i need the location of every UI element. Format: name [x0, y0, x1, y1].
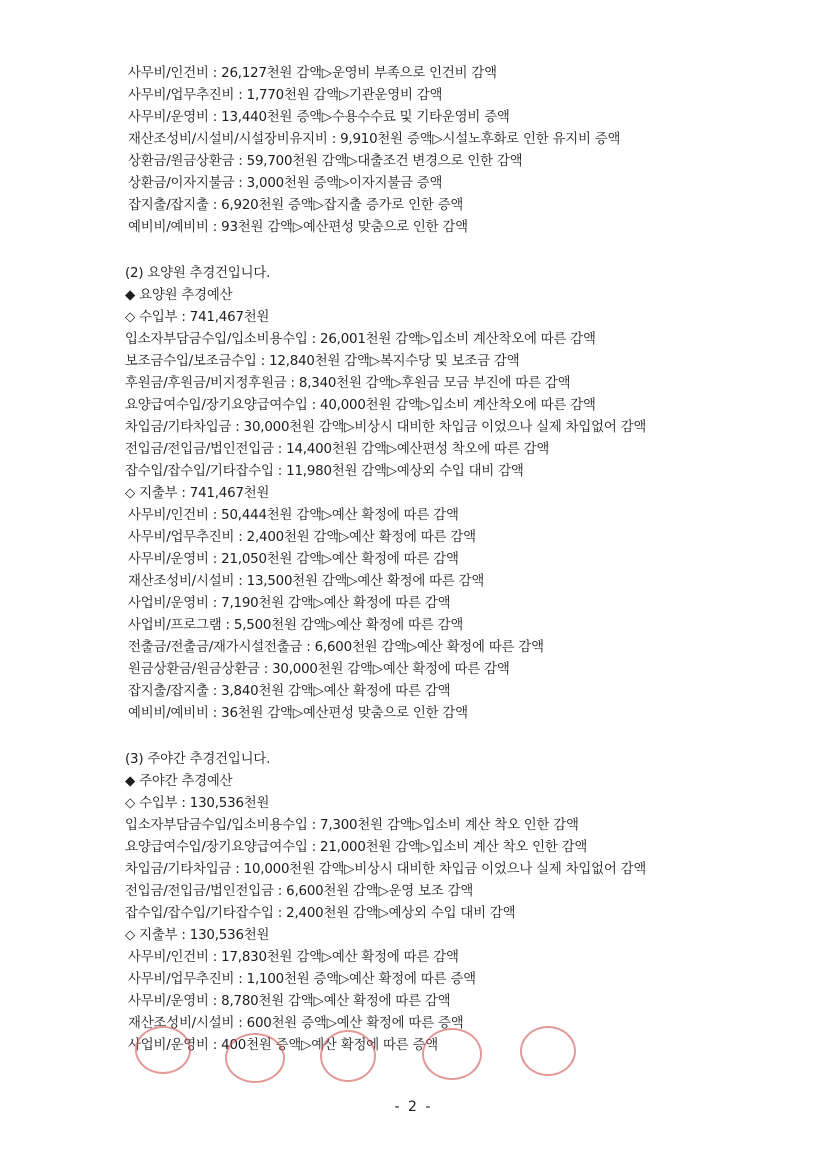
- text-line: 입소자부담금수입/입소비용수입 : 7,300천원 감액▷입소비 계산 착오 인한 감액: [125, 818, 579, 833]
- text-line: 입소자부담금수입/입소비용수입 : 26,001천원 감액▷입소비 계산착오에 따른 감액: [125, 332, 596, 347]
- text-line: (3) 주야간 추경건입니다.: [125, 752, 271, 767]
- page-number: - 2 -: [394, 1099, 433, 1115]
- text-line: 사무비/운영비 : 21,050천원 감액▷예산 확정에 따른 감액: [128, 552, 459, 567]
- text-line: ◆ 주야간 추경예산: [125, 774, 233, 789]
- text-line: 사무비/운영비 : 8,780천원 감액▷예산 확정에 따른 감액: [128, 994, 451, 1009]
- text-line: ◇ 수입부 : 741,467천원: [125, 310, 270, 325]
- text-line: 후원금/후원금/비지정후원금 : 8,340천원 감액▷후원금 모금 부진에 따른 감액: [125, 376, 571, 391]
- text-line: 전입금/전입금/법인전입금 : 14,400천원 감액▷예산편성 착오에 따른 감액: [125, 442, 550, 457]
- text-line: 차입금/기타차입금 : 30,000천원 감액▷비상시 대비한 차입금 이었으나 실제 차입없어 감액: [125, 420, 647, 435]
- text-line: 보조금수입/보조금수입 : 12,840천원 감액▷복지수당 및 보조금 감액: [125, 354, 520, 369]
- text-line: 사무비/업무추진비 : 1,770천원 감액▷기관운영비 감액: [128, 88, 443, 103]
- text-line: (2) 요양원 추경건입니다.: [125, 266, 271, 281]
- text-line: 사무비/운영비 : 13,440천원 증액▷수용수수료 및 기타운영비 증액: [128, 110, 510, 125]
- text-line: 차입금/기타차입금 : 10,000천원 감액▷비상시 대비한 차입금 이었으나 실제 차입없어 감액: [125, 862, 647, 877]
- text-line: 사업비/운영비 : 7,190천원 감액▷예산 확정에 따른 감액: [128, 596, 451, 611]
- text-line: 사업비/프로그램 : 5,500천원 감액▷예산 확정에 따른 감액: [128, 618, 464, 633]
- text-line: 사무비/인건비 : 17,830천원 감액▷예산 확정에 따른 감액: [128, 950, 459, 965]
- text-line: 사무비/인건비 : 26,127천원 감액▷운영비 부족으로 인건비 감액: [128, 66, 497, 81]
- text-line: 요양급여수입/장기요양급여수입 : 40,000천원 감액▷입소비 계산착오에 따른 감액: [125, 398, 596, 413]
- text-line: 사업비/운영비 : 400천원 증액▷예산 확정에 따른 증액: [128, 1038, 438, 1053]
- text-line: 잡수입/잡수입/기타잡수입 : 2,400천원 감액▷예상외 수입 대비 감액: [125, 906, 516, 921]
- text-line: 전입금/전입금/법인전입금 : 6,600천원 감액▷운영 보조 감액: [125, 884, 474, 899]
- text-line: ◆ 요양원 추경예산: [125, 288, 233, 303]
- text-line: ◇ 지출부 : 741,467천원: [125, 486, 270, 501]
- text-line: 예비비/예비비 : 93천원 감액▷예산편성 맞춤으로 인한 감액: [128, 220, 468, 235]
- text-line: 사무비/업무추진비 : 2,400천원 감액▷예산 확정에 따른 감액: [128, 530, 476, 545]
- text-line: 상환금/원금상환금 : 59,700천원 감액▷대출조건 변경으로 인한 감액: [128, 154, 523, 169]
- text-line: 잡지출/잡지출 : 6,920천원 증액▷잡지출 증가로 인한 증액: [128, 198, 464, 213]
- text-line: 원금상환금/원금상환금 : 30,000천원 감액▷예산 확정에 따른 감액: [128, 662, 510, 677]
- text-line: 예비비/예비비 : 36천원 감액▷예산편성 맞춤으로 인한 감액: [128, 706, 468, 721]
- paragraph-gap: [0, 239, 827, 263]
- paragraph-gap: [0, 725, 827, 749]
- text-line: 재산조성비/시설비/시설장비유지비 : 9,910천원 증액▷시설노후화로 인한 유지비 증액: [128, 132, 621, 147]
- text-line: 사무비/업무추진비 : 1,100천원 증액▷예산 확정에 따른 증액: [128, 972, 476, 987]
- text-line: 요양급여수입/장기요양급여수입 : 21,000천원 감액▷입소비 계산 착오 인한 감액: [125, 840, 588, 855]
- text-line: 재산조성비/시설비 : 600천원 증액▷예산 확정에 따른 증액: [128, 1016, 464, 1031]
- text-line: 재산조성비/시설비 : 13,500천원 감액▷예산 확정에 따른 감액: [128, 574, 485, 589]
- text-line: ◇ 지출부 : 130,536천원: [125, 928, 270, 943]
- document-body: [0, 63, 827, 1057]
- text-line: 잡수입/잡수입/기타잡수입 : 11,980천원 감액▷예상외 수입 대비 감액: [125, 464, 524, 479]
- text-line: 잡지출/잡지출 : 3,840천원 감액▷예산 확정에 따른 감액: [128, 684, 451, 699]
- text-line: 사무비/인건비 : 50,444천원 감액▷예산 확정에 따른 감액: [128, 508, 459, 523]
- text-line: ◇ 수입부 : 130,536천원: [125, 796, 270, 811]
- text-line: 상환금/이자지불금 : 3,000천원 증액▷이자지불금 증액: [128, 176, 443, 191]
- text-line: 전출금/전출금/재가시설전출금 : 6,600천원 감액▷예산 확정에 따른 감액: [128, 640, 544, 655]
